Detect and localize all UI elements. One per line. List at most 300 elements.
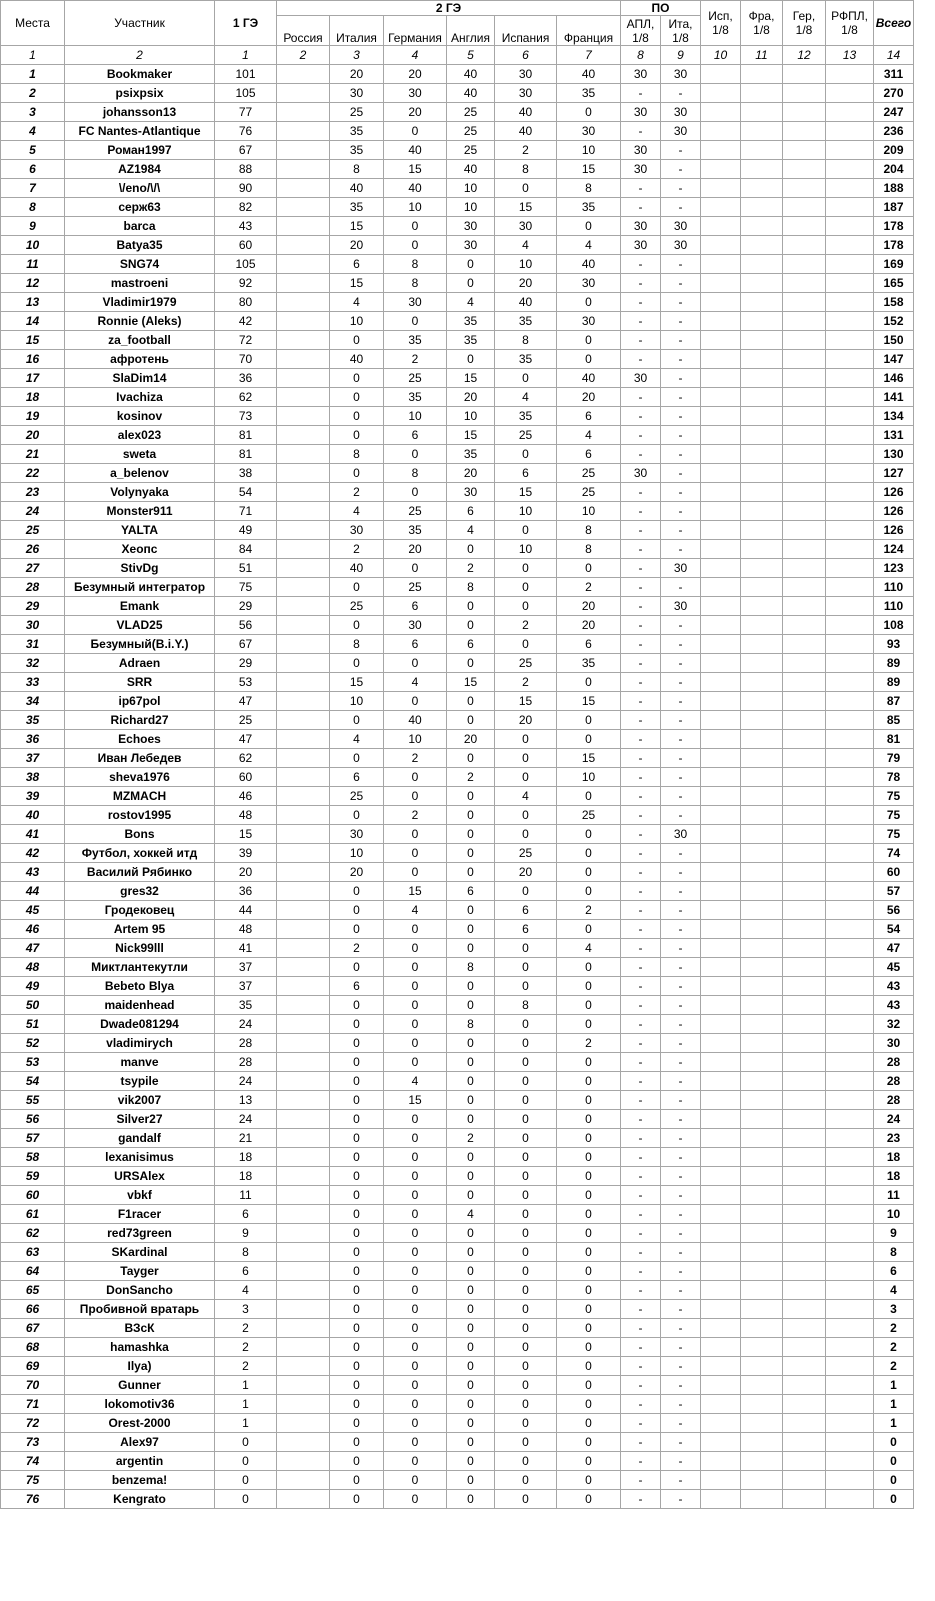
cell-spain: 4 bbox=[495, 388, 557, 407]
cell-po-isp bbox=[701, 1243, 741, 1262]
cell-po-ger bbox=[783, 958, 826, 977]
table-row bbox=[1, 1072, 914, 1091]
cell-italy: 30 bbox=[330, 825, 384, 844]
cell-po-isp bbox=[701, 1205, 741, 1224]
cell-po-isp bbox=[701, 1452, 741, 1471]
cell-participant-name: psixpsix bbox=[65, 84, 215, 103]
cell-po-ita: - bbox=[661, 521, 701, 540]
cell-po-rfpl bbox=[826, 1319, 874, 1338]
cell-england: 35 bbox=[447, 445, 495, 464]
cell-russia bbox=[277, 65, 330, 84]
cell-italy: 0 bbox=[330, 1471, 384, 1490]
cell-england: 0 bbox=[447, 825, 495, 844]
cell-russia bbox=[277, 84, 330, 103]
cell-total-points: 158 bbox=[874, 293, 914, 312]
cell-po-isp bbox=[701, 198, 741, 217]
cell-po-isp bbox=[701, 1034, 741, 1053]
cell-participant-name: Ilya) bbox=[65, 1357, 215, 1376]
cell-po-fra bbox=[741, 179, 783, 198]
cell-total-points: 130 bbox=[874, 445, 914, 464]
cell-po-apl: - bbox=[621, 654, 661, 673]
cell-france: 15 bbox=[557, 160, 621, 179]
cell-po-ita: - bbox=[661, 635, 701, 654]
table-row bbox=[1, 1262, 914, 1281]
cell-po-ita: - bbox=[661, 1186, 701, 1205]
cell-england: 0 bbox=[447, 939, 495, 958]
table-row bbox=[1, 1338, 914, 1357]
cell-po-ger bbox=[783, 1091, 826, 1110]
cell-po-ita: - bbox=[661, 1433, 701, 1452]
table-row bbox=[1, 730, 914, 749]
cell-po-apl: - bbox=[621, 559, 661, 578]
cell-italy: 20 bbox=[330, 863, 384, 882]
cell-england: 15 bbox=[447, 673, 495, 692]
cell-total-points: 0 bbox=[874, 1490, 914, 1509]
cell-po-apl: - bbox=[621, 293, 661, 312]
cell-place: 52 bbox=[1, 1034, 65, 1053]
cell-po-apl: - bbox=[621, 787, 661, 806]
cell-po-fra bbox=[741, 787, 783, 806]
cell-italy: 0 bbox=[330, 1205, 384, 1224]
cell-po-ita: - bbox=[661, 1148, 701, 1167]
cell-russia bbox=[277, 350, 330, 369]
cell-germany: 0 bbox=[384, 1433, 447, 1452]
cell-russia bbox=[277, 160, 330, 179]
cell-po-apl: - bbox=[621, 825, 661, 844]
cell-france: 2 bbox=[557, 901, 621, 920]
cell-po-apl: - bbox=[621, 1319, 661, 1338]
cell-france: 0 bbox=[557, 1414, 621, 1433]
cell-po-fra bbox=[741, 388, 783, 407]
cell-po-ita: - bbox=[661, 293, 701, 312]
cell-ge1-points: 9 bbox=[215, 1224, 277, 1243]
cell-po-ger bbox=[783, 1243, 826, 1262]
cell-england: 35 bbox=[447, 331, 495, 350]
cell-po-apl: 30 bbox=[621, 369, 661, 388]
cell-participant-name: AZ1984 bbox=[65, 160, 215, 179]
cell-ge1-points: 4 bbox=[215, 1281, 277, 1300]
cell-place: 45 bbox=[1, 901, 65, 920]
cell-england: 0 bbox=[447, 1319, 495, 1338]
cell-ge1-points: 28 bbox=[215, 1034, 277, 1053]
table-row bbox=[1, 198, 914, 217]
cell-france: 0 bbox=[557, 1433, 621, 1452]
cell-ge1-points: 1 bbox=[215, 1376, 277, 1395]
cell-england: 0 bbox=[447, 1167, 495, 1186]
cell-po-isp bbox=[701, 958, 741, 977]
cell-po-ger bbox=[783, 692, 826, 711]
cell-po-apl: - bbox=[621, 502, 661, 521]
cell-germany: 2 bbox=[384, 749, 447, 768]
cell-place: 42 bbox=[1, 844, 65, 863]
cell-po-ita: - bbox=[661, 1262, 701, 1281]
cell-participant-name: Иван Лебедев bbox=[65, 749, 215, 768]
cell-po-ger bbox=[783, 65, 826, 84]
cell-england: 8 bbox=[447, 958, 495, 977]
cell-po-ita: - bbox=[661, 1319, 701, 1338]
cell-italy: 2 bbox=[330, 540, 384, 559]
cell-po-fra bbox=[741, 198, 783, 217]
cell-po-fra bbox=[741, 141, 783, 160]
cell-po-ita: - bbox=[661, 578, 701, 597]
cell-total-points: 8 bbox=[874, 1243, 914, 1262]
cell-total-points: 110 bbox=[874, 597, 914, 616]
table-row bbox=[1, 597, 914, 616]
cell-place: 9 bbox=[1, 217, 65, 236]
cell-england: 0 bbox=[447, 1224, 495, 1243]
cell-ge1-points: 90 bbox=[215, 179, 277, 198]
cell-place: 69 bbox=[1, 1357, 65, 1376]
cell-italy: 0 bbox=[330, 654, 384, 673]
cell-russia bbox=[277, 1376, 330, 1395]
cell-po-apl: - bbox=[621, 882, 661, 901]
cell-participant-name: Ronnie (Aleks) bbox=[65, 312, 215, 331]
cell-po-isp bbox=[701, 521, 741, 540]
cell-po-rfpl bbox=[826, 1395, 874, 1414]
cell-po-fra bbox=[741, 1053, 783, 1072]
column-number: 3 bbox=[330, 46, 384, 65]
cell-italy: 0 bbox=[330, 1338, 384, 1357]
column-number: 2 bbox=[65, 46, 215, 65]
cell-participant-name: ip67pol bbox=[65, 692, 215, 711]
cell-germany: 15 bbox=[384, 160, 447, 179]
cell-po-ita: - bbox=[661, 1300, 701, 1319]
cell-ge1-points: 35 bbox=[215, 996, 277, 1015]
cell-place: 20 bbox=[1, 426, 65, 445]
cell-po-ita: - bbox=[661, 1471, 701, 1490]
cell-total-points: 131 bbox=[874, 426, 914, 445]
table-row bbox=[1, 863, 914, 882]
cell-england: 0 bbox=[447, 255, 495, 274]
cell-italy: 0 bbox=[330, 388, 384, 407]
cell-po-isp bbox=[701, 825, 741, 844]
cell-place: 39 bbox=[1, 787, 65, 806]
cell-russia bbox=[277, 255, 330, 274]
cell-germany: 0 bbox=[384, 1053, 447, 1072]
cell-england: 25 bbox=[447, 141, 495, 160]
cell-ge1-points: 60 bbox=[215, 768, 277, 787]
cell-po-fra bbox=[741, 502, 783, 521]
cell-spain: 0 bbox=[495, 1186, 557, 1205]
cell-total-points: 126 bbox=[874, 502, 914, 521]
cell-germany: 10 bbox=[384, 407, 447, 426]
cell-place: 74 bbox=[1, 1452, 65, 1471]
cell-po-isp bbox=[701, 844, 741, 863]
cell-po-isp bbox=[701, 103, 741, 122]
cell-total-points: 9 bbox=[874, 1224, 914, 1243]
cell-po-ger bbox=[783, 521, 826, 540]
cell-total-points: 127 bbox=[874, 464, 914, 483]
cell-germany: 20 bbox=[384, 540, 447, 559]
cell-italy: 0 bbox=[330, 1319, 384, 1338]
column-number: 11 bbox=[741, 46, 783, 65]
cell-germany: 40 bbox=[384, 711, 447, 730]
cell-spain: 0 bbox=[495, 179, 557, 198]
cell-place: 49 bbox=[1, 977, 65, 996]
cell-po-apl: 30 bbox=[621, 236, 661, 255]
cell-po-rfpl bbox=[826, 1243, 874, 1262]
cell-spain: 0 bbox=[495, 1129, 557, 1148]
cell-germany: 25 bbox=[384, 369, 447, 388]
cell-po-fra bbox=[741, 122, 783, 141]
cell-place: 24 bbox=[1, 502, 65, 521]
cell-po-fra bbox=[741, 1148, 783, 1167]
cell-po-rfpl bbox=[826, 255, 874, 274]
cell-place: 60 bbox=[1, 1186, 65, 1205]
cell-ge1-points: 67 bbox=[215, 141, 277, 160]
cell-participant-name: a_belenov bbox=[65, 464, 215, 483]
cell-total-points: 123 bbox=[874, 559, 914, 578]
cell-italy: 8 bbox=[330, 445, 384, 464]
cell-total-points: 57 bbox=[874, 882, 914, 901]
cell-germany: 35 bbox=[384, 521, 447, 540]
cell-france: 0 bbox=[557, 1376, 621, 1395]
cell-spain: 35 bbox=[495, 312, 557, 331]
cell-po-apl: - bbox=[621, 1414, 661, 1433]
cell-germany: 2 bbox=[384, 806, 447, 825]
cell-russia bbox=[277, 1129, 330, 1148]
table-row bbox=[1, 464, 914, 483]
cell-po-rfpl bbox=[826, 160, 874, 179]
cell-germany: 0 bbox=[384, 1224, 447, 1243]
cell-po-fra bbox=[741, 730, 783, 749]
cell-england: 0 bbox=[447, 1357, 495, 1376]
cell-participant-name: Dwade081294 bbox=[65, 1015, 215, 1034]
cell-germany: 40 bbox=[384, 179, 447, 198]
cell-po-fra bbox=[741, 920, 783, 939]
cell-place: 21 bbox=[1, 445, 65, 464]
cell-spain: 15 bbox=[495, 198, 557, 217]
cell-participant-name: lokomotiv36 bbox=[65, 1395, 215, 1414]
cell-po-rfpl bbox=[826, 1433, 874, 1452]
cell-germany: 0 bbox=[384, 1490, 447, 1509]
header-po: ПО bbox=[621, 1, 701, 16]
cell-england: 4 bbox=[447, 293, 495, 312]
table-row bbox=[1, 122, 914, 141]
cell-place: 62 bbox=[1, 1224, 65, 1243]
cell-po-ger bbox=[783, 141, 826, 160]
cell-participant-name: za_football bbox=[65, 331, 215, 350]
table-row bbox=[1, 293, 914, 312]
cell-italy: 0 bbox=[330, 1300, 384, 1319]
cell-po-apl: - bbox=[621, 122, 661, 141]
table-row bbox=[1, 369, 914, 388]
cell-po-ger bbox=[783, 502, 826, 521]
cell-england: 15 bbox=[447, 426, 495, 445]
table-row bbox=[1, 255, 914, 274]
cell-po-apl: - bbox=[621, 312, 661, 331]
cell-russia bbox=[277, 578, 330, 597]
cell-po-apl: - bbox=[621, 1452, 661, 1471]
column-number: 2 bbox=[277, 46, 330, 65]
cell-participant-name: серж63 bbox=[65, 198, 215, 217]
cell-russia bbox=[277, 996, 330, 1015]
cell-participant-name: sweta bbox=[65, 445, 215, 464]
cell-place: 18 bbox=[1, 388, 65, 407]
cell-germany: 8 bbox=[384, 464, 447, 483]
cell-place: 15 bbox=[1, 331, 65, 350]
cell-italy: 15 bbox=[330, 217, 384, 236]
cell-spain: 0 bbox=[495, 1338, 557, 1357]
cell-po-rfpl bbox=[826, 198, 874, 217]
cell-russia bbox=[277, 369, 330, 388]
cell-russia bbox=[277, 730, 330, 749]
cell-po-ita: - bbox=[661, 920, 701, 939]
cell-po-ita: - bbox=[661, 654, 701, 673]
cell-russia bbox=[277, 1072, 330, 1091]
cell-po-isp bbox=[701, 540, 741, 559]
cell-participant-name: MZMACH bbox=[65, 787, 215, 806]
cell-po-apl: - bbox=[621, 1167, 661, 1186]
cell-po-rfpl bbox=[826, 426, 874, 445]
cell-france: 0 bbox=[557, 1148, 621, 1167]
cell-po-rfpl bbox=[826, 141, 874, 160]
cell-po-ger bbox=[783, 388, 826, 407]
cell-participant-name: argentin bbox=[65, 1452, 215, 1471]
cell-germany: 0 bbox=[384, 1338, 447, 1357]
cell-po-ger bbox=[783, 198, 826, 217]
cell-po-isp bbox=[701, 1110, 741, 1129]
table-row bbox=[1, 996, 914, 1015]
cell-france: 15 bbox=[557, 749, 621, 768]
cell-po-rfpl bbox=[826, 1414, 874, 1433]
cell-po-ita: 30 bbox=[661, 597, 701, 616]
cell-spain: 8 bbox=[495, 331, 557, 350]
cell-spain: 6 bbox=[495, 920, 557, 939]
cell-spain: 0 bbox=[495, 1395, 557, 1414]
cell-po-apl: - bbox=[621, 350, 661, 369]
cell-total-points: 311 bbox=[874, 65, 914, 84]
cell-participant-name: vladimirych bbox=[65, 1034, 215, 1053]
table-row bbox=[1, 1148, 914, 1167]
cell-total-points: 24 bbox=[874, 1110, 914, 1129]
cell-germany: 10 bbox=[384, 198, 447, 217]
cell-po-rfpl bbox=[826, 1452, 874, 1471]
cell-po-rfpl bbox=[826, 1186, 874, 1205]
table-row bbox=[1, 939, 914, 958]
cell-spain: 15 bbox=[495, 692, 557, 711]
cell-place: 5 bbox=[1, 141, 65, 160]
cell-po-apl: - bbox=[621, 730, 661, 749]
cell-po-ger bbox=[783, 1338, 826, 1357]
cell-russia bbox=[277, 939, 330, 958]
cell-participant-name: rostov1995 bbox=[65, 806, 215, 825]
cell-place: 10 bbox=[1, 236, 65, 255]
cell-po-isp bbox=[701, 350, 741, 369]
cell-po-apl: - bbox=[621, 939, 661, 958]
cell-total-points: 43 bbox=[874, 996, 914, 1015]
cell-russia bbox=[277, 464, 330, 483]
cell-germany: 0 bbox=[384, 1129, 447, 1148]
cell-po-apl: - bbox=[621, 1015, 661, 1034]
cell-spain: 10 bbox=[495, 255, 557, 274]
table-row bbox=[1, 1414, 914, 1433]
cell-place: 37 bbox=[1, 749, 65, 768]
cell-po-isp bbox=[701, 616, 741, 635]
cell-place: 11 bbox=[1, 255, 65, 274]
header-italy: Италия bbox=[330, 16, 384, 46]
cell-po-ger bbox=[783, 597, 826, 616]
cell-po-rfpl bbox=[826, 1471, 874, 1490]
cell-po-rfpl bbox=[826, 1376, 874, 1395]
cell-ge1-points: 47 bbox=[215, 692, 277, 711]
cell-po-ita: - bbox=[661, 141, 701, 160]
cell-po-ger bbox=[783, 1053, 826, 1072]
cell-po-rfpl bbox=[826, 350, 874, 369]
cell-po-ita: - bbox=[661, 350, 701, 369]
cell-total-points: 75 bbox=[874, 787, 914, 806]
cell-germany: 0 bbox=[384, 1452, 447, 1471]
cell-po-isp bbox=[701, 1091, 741, 1110]
cell-po-isp bbox=[701, 1148, 741, 1167]
cell-total-points: 28 bbox=[874, 1091, 914, 1110]
cell-place: 35 bbox=[1, 711, 65, 730]
cell-ge1-points: 82 bbox=[215, 198, 277, 217]
cell-france: 0 bbox=[557, 730, 621, 749]
cell-france: 25 bbox=[557, 806, 621, 825]
cell-place: 40 bbox=[1, 806, 65, 825]
cell-place: 33 bbox=[1, 673, 65, 692]
cell-spain: 0 bbox=[495, 977, 557, 996]
cell-france: 40 bbox=[557, 255, 621, 274]
cell-place: 4 bbox=[1, 122, 65, 141]
cell-po-ita: - bbox=[661, 901, 701, 920]
cell-spain: 25 bbox=[495, 426, 557, 445]
cell-po-apl: - bbox=[621, 426, 661, 445]
cell-england: 20 bbox=[447, 388, 495, 407]
cell-ge1-points: 29 bbox=[215, 654, 277, 673]
cell-po-ger bbox=[783, 711, 826, 730]
cell-po-ger bbox=[783, 236, 826, 255]
cell-ge1-points: 92 bbox=[215, 274, 277, 293]
cell-russia bbox=[277, 1243, 330, 1262]
cell-england: 4 bbox=[447, 1205, 495, 1224]
cell-spain: 0 bbox=[495, 806, 557, 825]
cell-po-apl: 30 bbox=[621, 103, 661, 122]
cell-england: 30 bbox=[447, 217, 495, 236]
cell-russia bbox=[277, 1452, 330, 1471]
cell-russia bbox=[277, 1053, 330, 1072]
cell-po-rfpl bbox=[826, 616, 874, 635]
cell-france: 4 bbox=[557, 426, 621, 445]
cell-spain: 0 bbox=[495, 597, 557, 616]
cell-spain: 0 bbox=[495, 559, 557, 578]
cell-russia bbox=[277, 1034, 330, 1053]
cell-po-rfpl bbox=[826, 103, 874, 122]
cell-ge1-points: 21 bbox=[215, 1129, 277, 1148]
cell-po-ita: - bbox=[661, 1072, 701, 1091]
cell-russia bbox=[277, 787, 330, 806]
cell-total-points: 30 bbox=[874, 1034, 914, 1053]
cell-po-ita: - bbox=[661, 863, 701, 882]
cell-france: 0 bbox=[557, 1243, 621, 1262]
cell-france: 0 bbox=[557, 1281, 621, 1300]
cell-total-points: 152 bbox=[874, 312, 914, 331]
cell-england: 0 bbox=[447, 711, 495, 730]
cell-po-rfpl bbox=[826, 692, 874, 711]
cell-france: 0 bbox=[557, 1072, 621, 1091]
cell-ge1-points: 76 bbox=[215, 122, 277, 141]
cell-total-points: 165 bbox=[874, 274, 914, 293]
cell-total-points: 169 bbox=[874, 255, 914, 274]
cell-italy: 0 bbox=[330, 1452, 384, 1471]
cell-place: 36 bbox=[1, 730, 65, 749]
cell-po-rfpl bbox=[826, 768, 874, 787]
cell-total-points: 75 bbox=[874, 806, 914, 825]
cell-russia bbox=[277, 1300, 330, 1319]
cell-ge1-points: 8 bbox=[215, 1243, 277, 1262]
cell-po-ger bbox=[783, 350, 826, 369]
